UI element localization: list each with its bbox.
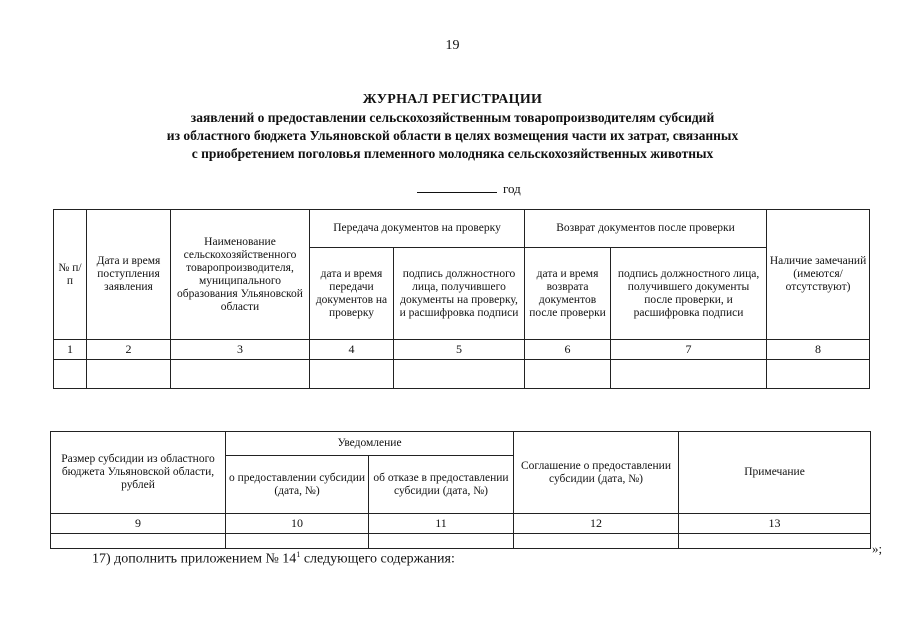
column-number: 7 xyxy=(611,340,767,360)
column-number: 2 xyxy=(87,340,171,360)
year-blank xyxy=(417,180,497,193)
column-number: 8 xyxy=(767,340,870,360)
subsidy-table xyxy=(50,431,871,549)
registration-table xyxy=(53,209,870,389)
empty-cell xyxy=(514,534,679,549)
column-number: 5 xyxy=(394,340,525,360)
header-transfer-group: Передача документов на проверку xyxy=(310,210,525,248)
year-line xyxy=(417,180,521,197)
header-return-group: Возврат документов после проверки xyxy=(525,210,767,248)
column-number: 13 xyxy=(679,514,871,534)
amendment-item-17 xyxy=(92,550,455,568)
header-producer-name: Наименование сельскохозяйственного товаропроизводителя, муниципального образования Ульяновской области xyxy=(171,210,310,340)
column-number: 10 xyxy=(226,514,369,534)
header-agreement: Соглашение о предоставлении субсидии (дата, №) xyxy=(514,432,679,514)
journal-subtitle-line-2: из областного бюджета Ульяновской области в целях возмещения части их затрат, связанных xyxy=(166,128,739,143)
empty-cell xyxy=(679,534,871,549)
empty-cell xyxy=(51,534,226,549)
item-17-suffix: следующего содержания: xyxy=(300,551,455,567)
header-notice-grant: о предоставлении субсидии (дата, №) xyxy=(226,456,369,514)
year-label: год xyxy=(503,181,521,196)
header-transfer-signature: подпись должностного лица, получившего документы на проверку, и расшифровка подписи xyxy=(394,248,525,340)
header-notice-refusal: об отказе в предоставлении субсидии (дата, №) xyxy=(369,456,514,514)
item-17-text: 17) дополнить приложением № 14 xyxy=(92,551,297,567)
empty-cell xyxy=(310,360,394,389)
empty-cell xyxy=(54,360,87,389)
journal-subtitle-line-3: с приобретением поголовья племенного молодняка сельскохозяйственных животных xyxy=(191,146,714,161)
header-notice-group: Уведомление xyxy=(226,432,514,456)
column-number: 11 xyxy=(369,514,514,534)
empty-cell xyxy=(226,534,369,549)
empty-cell xyxy=(525,360,611,389)
header-date: Дата и время поступления заявления xyxy=(87,210,171,340)
column-number: 1 xyxy=(54,340,87,360)
journal-subtitle-line-1: заявлений о предоставлении сельскохозяйственным товаропроизводителям субсидий xyxy=(190,110,715,125)
empty-cell xyxy=(394,360,525,389)
header-subsidy-amount: Размер субсидии из областного бюджета Ульяновской области, рублей xyxy=(51,432,226,514)
column-number: 12 xyxy=(514,514,679,534)
column-number: 6 xyxy=(525,340,611,360)
empty-cell xyxy=(369,534,514,549)
empty-cell xyxy=(611,360,767,389)
column-number: 3 xyxy=(171,340,310,360)
header-return-datetime: дата и время возврата документов после проверки xyxy=(525,248,611,340)
header-transfer-datetime: дата и время передачи документов на проверку xyxy=(310,248,394,340)
journal-title: ЖУРНАЛ РЕГИСТРАЦИИ xyxy=(362,92,543,107)
closing-quote-mark: »; xyxy=(872,541,883,556)
page-number: 19 xyxy=(445,38,460,53)
empty-cell xyxy=(767,360,870,389)
header-remarks: Наличие замечаний (имеются/ отсутствуют) xyxy=(767,210,870,340)
column-number: 9 xyxy=(51,514,226,534)
column-number: 4 xyxy=(310,340,394,360)
empty-cell xyxy=(171,360,310,389)
header-note: Примечание xyxy=(679,432,871,514)
item-17-superscript: 1 xyxy=(296,550,301,559)
header-no: № п/п xyxy=(54,210,87,340)
header-return-signature: подпись должностного лица, получившего документы после проверки, и расшифровка подписи xyxy=(611,248,767,340)
empty-cell xyxy=(87,360,171,389)
